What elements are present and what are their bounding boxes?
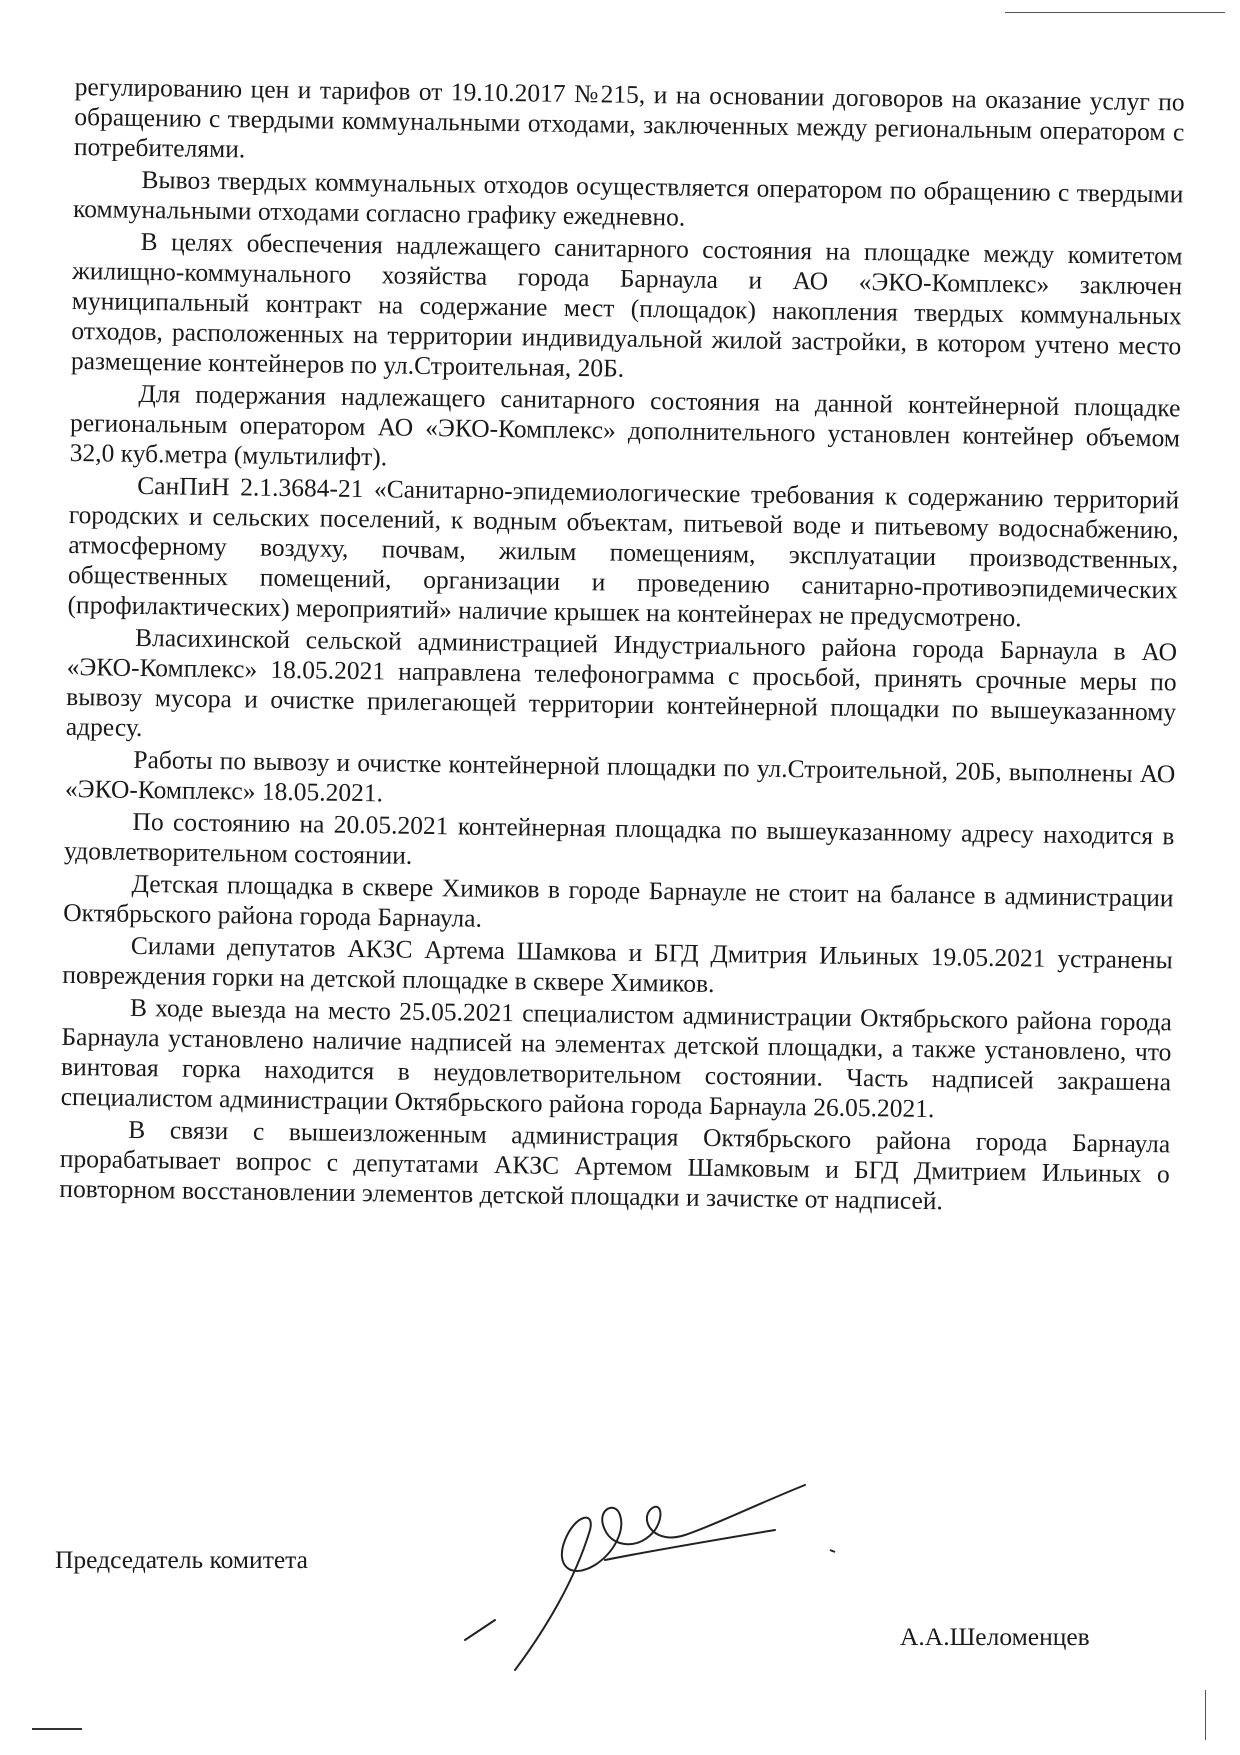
signatory-name: А.А.Шеломенцев	[900, 1622, 1090, 1651]
paragraph-5: СанПиН 2.1.3684-21 «Санитарно-эпидемиологические требования к содержанию территорий городских и сельских поселений, к водным объектам, питьевой воде и питьевому водоснабжению, атмосферному воздуху, почвам, жилым помещениям, эксплуатации производственных, общественных помещений, организации и проведению санитарно-противоэпидемических (профилактических) мероприятий» наличие крышек на контейнерах не предусмотрено.	[67, 470, 1180, 633]
scan-edge-mark	[32, 1728, 82, 1730]
paragraph-4: Для подержания надлежащего санитарного состояния на данной контейнерной площадке региональным оператором АО «ЭКО-Комплекс» дополнительного установлен контейнер объемом 32,0 куб.метра (мультилифт).	[69, 378, 1181, 472]
paragraph-8: По состоянию на 20.05.2021 контейнерная площадка по вышеуказанному адресу находится в удовлетворительном состоянии.	[63, 806, 1175, 870]
paragraph-1: регулированию цен и тарифов от 19.10.2017 №215, и на основании договоров на оказание услуг по обращению с твердыми коммунальными отходами, заключенных между региональным оператором с потребителями.	[73, 72, 1185, 164]
paragraph-9: Детская площадка в сквере Химиков в городе Барнауле не стоит на балансе в администрации Октябрьского района города Барнаула.	[63, 868, 1174, 933]
signature-block	[55, 1525, 1135, 1675]
signatory-title: Председатель комитета	[55, 1545, 308, 1574]
paragraph-2: Вывоз твердых коммунальных отходов осуществляется оператором по обращению с твердыми коммунальными отходами согласно графику ежедневно.	[72, 164, 1184, 232]
scan-edge-mark	[1205, 1690, 1206, 1740]
scan-edge-mark	[1005, 12, 1225, 13]
paragraph-12: В связи с вышеизложенным администрация Октябрьского района города Барнаула прорабатывает вопрос с депутатами АКЗС Артемом Шамковым и БГД Дмитрием Ильиных о повторном восстановлении элементов детской площадки и зачистке от надписей.	[59, 1114, 1171, 1216]
letter-body	[59, 72, 1185, 1221]
paragraph-7: Работы по вывозу и очистке контейнерной площадки по ул.Строительной, 20Б, выполнены АО «ЭКО-Комплекс» 18.05.2021.	[64, 744, 1176, 808]
handwritten-signature	[455, 1470, 875, 1680]
paragraph-10: Силами депутатов АКЗС Артема Шамкова и БГД Дмитрия Ильиных 19.05.2021 устранены повреждения горки на детской площадке в сквере Химиков.	[62, 930, 1173, 999]
paragraph-11: В ходе выезда на место 25.05.2021 специалистом администрации Октябрьского района города Барнаула установлено наличие надписей на элементах детской площадки, а также установлено, что винтовая горка находится в неудовлетворительном состоянии. Часть надписей закрашена специалистом администрации Октябрьского района города Барнаула 26.05.2021.	[60, 992, 1173, 1124]
paragraph-3: В целях обеспечения надлежащего санитарного состояния на площадке между комитетом жилищно-коммунального хозяйства города Барнаула и АО «ЭКО-Комплекс» заключен муниципальный контракт на содержание мест (площадок) накопления твердых коммунальных отходов, расположенных на территории индивидуальной жилой застройки, в котором учтено место размещение контейнеров по ул.Строительная, 20Б.	[70, 226, 1183, 383]
paragraph-6: Власихинской сельской администрацией Индустриального района города Барнаула в АО «ЭКО-Комплекс» 18.05.2021 направлена телефонограмма с просьбой, принять срочные меры по вывозу мусора и очистке прилегающей территории контейнерной площадки по вышеуказанному адресу.	[65, 622, 1178, 743]
